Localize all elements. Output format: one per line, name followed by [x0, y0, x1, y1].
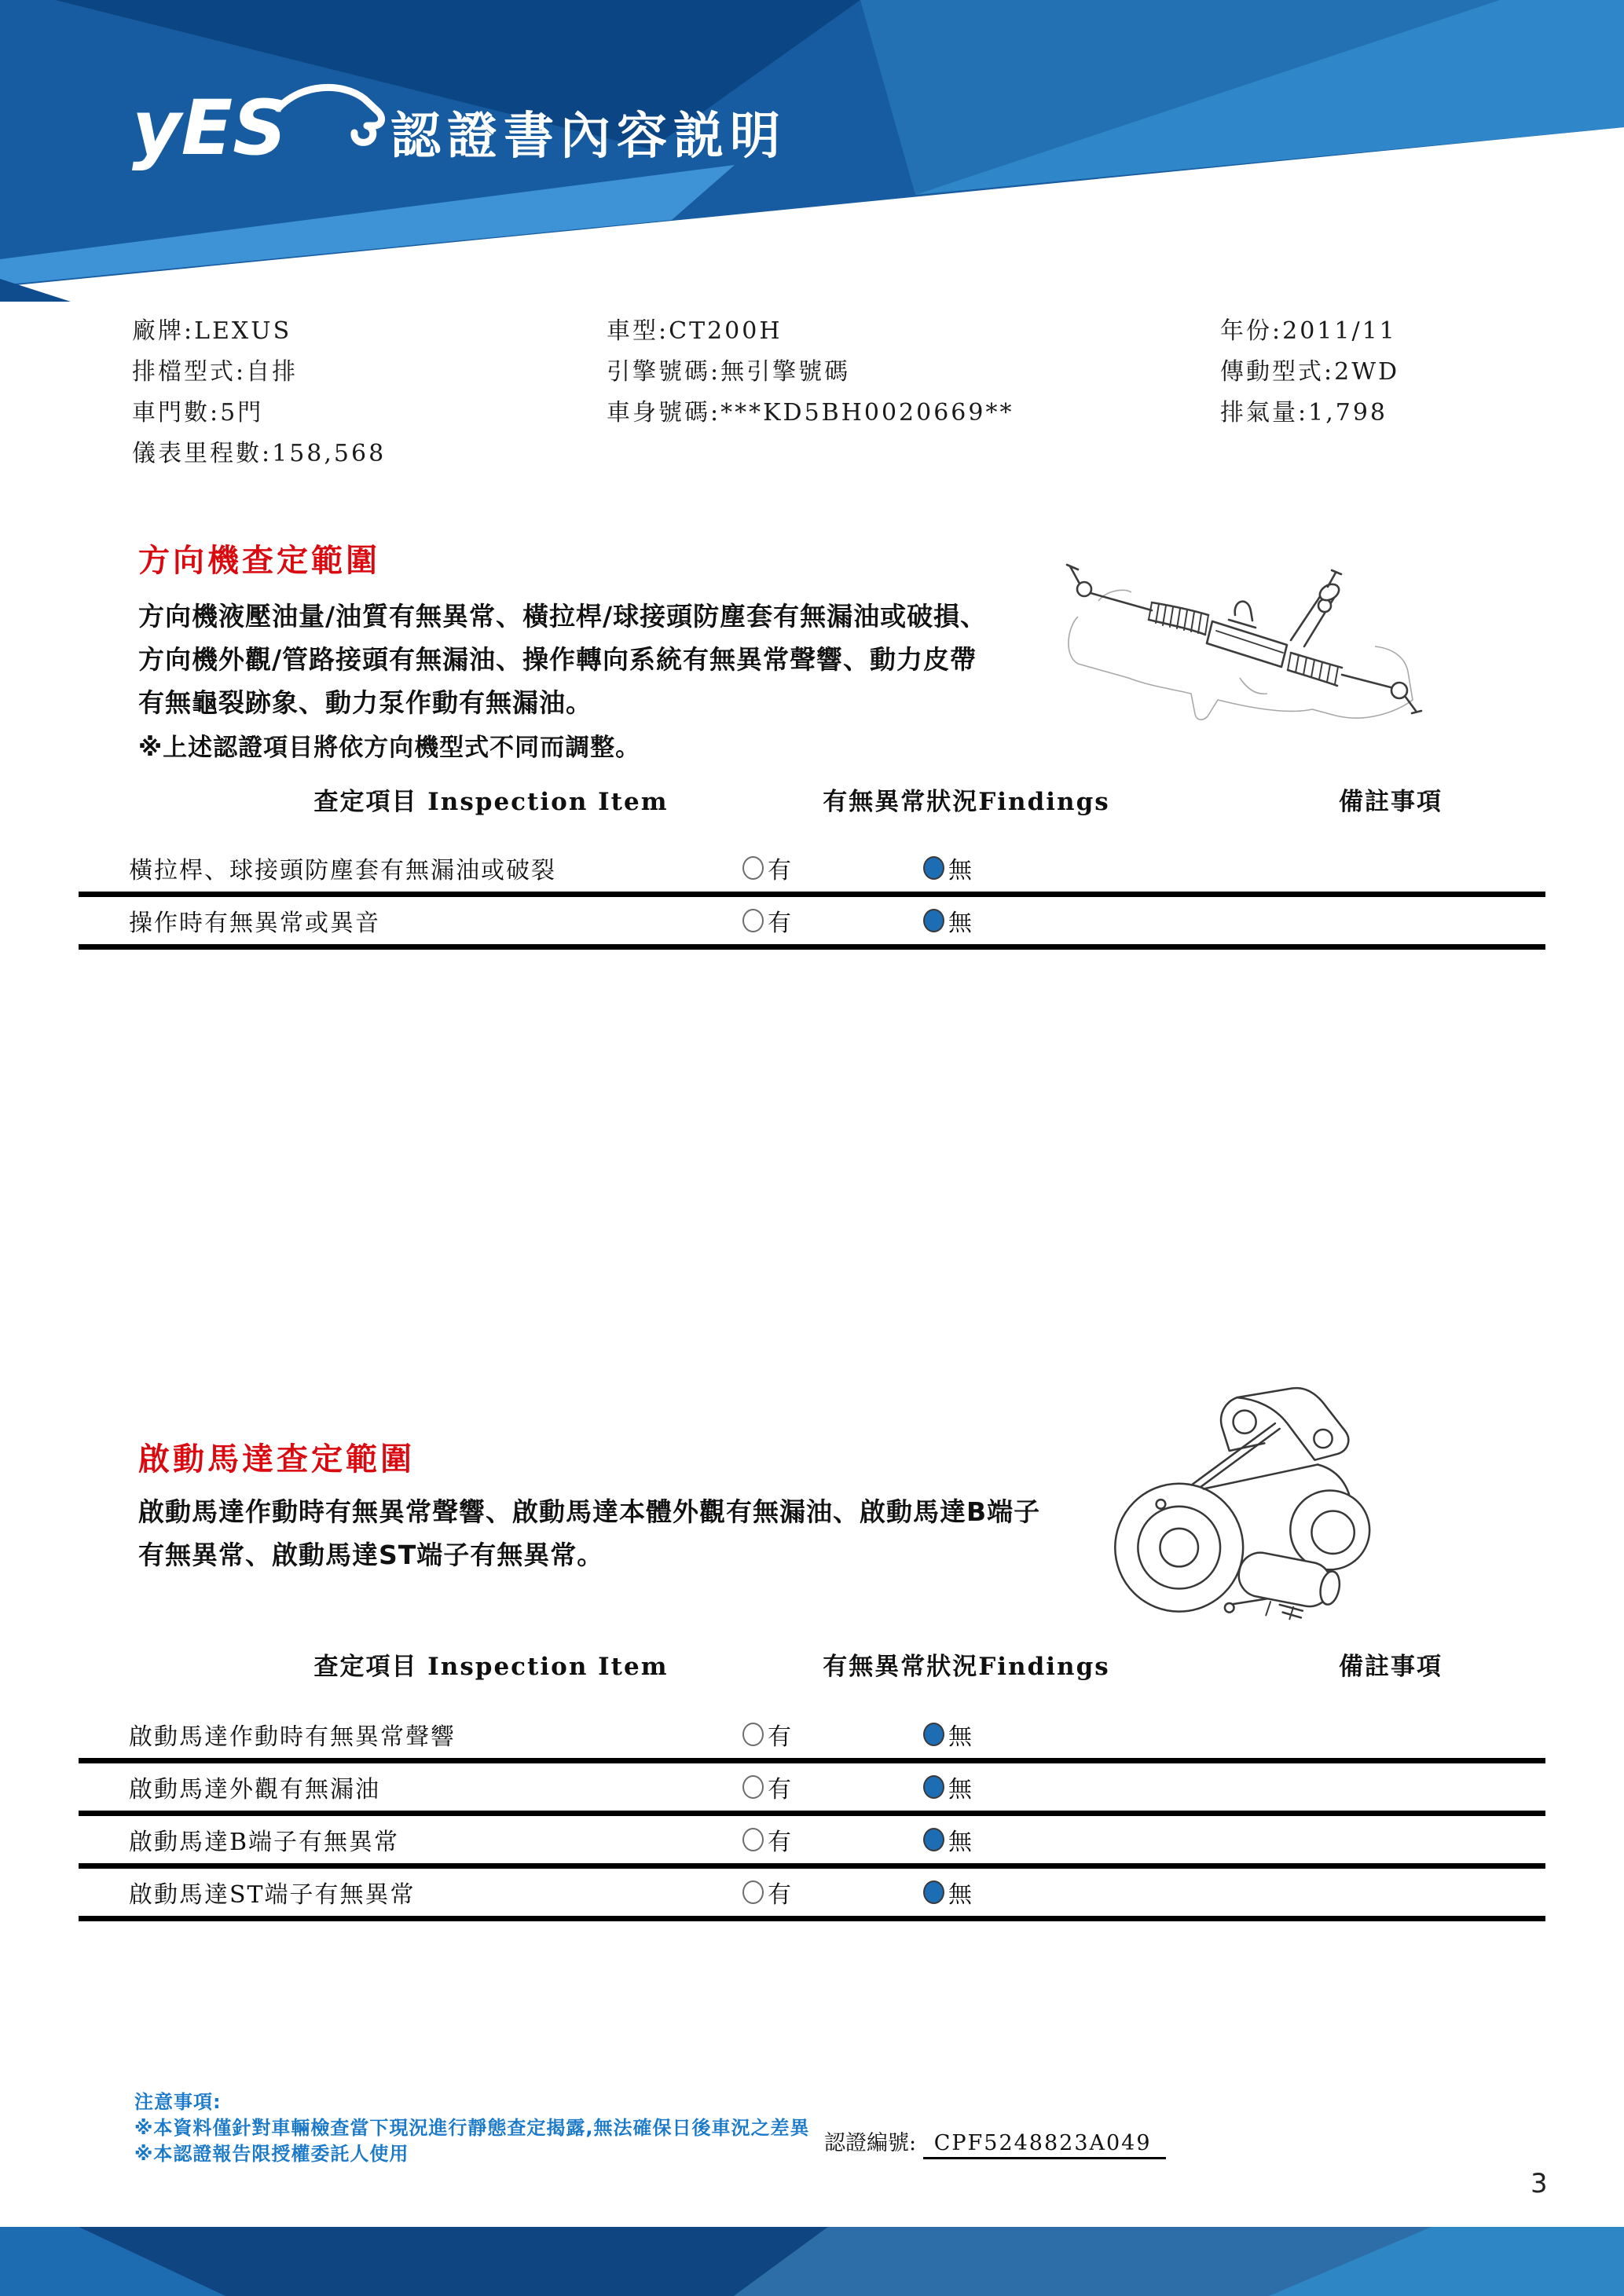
- yes-logo: [132, 75, 391, 178]
- findings-option-yes: [742, 1717, 791, 1752]
- findings-option-no: [923, 851, 972, 885]
- info-model: 車型:CT200H: [607, 317, 783, 345]
- footer-banner: [0, 2227, 1624, 2296]
- findings-option-no: [923, 1822, 972, 1857]
- findings-option-no: [923, 1717, 972, 1752]
- info-engine-number: 引擎號碼:無引擎號碼: [607, 358, 851, 386]
- radio-no-checked[interactable]: [923, 1775, 944, 1799]
- column-header-remarks: 備註事項: [1339, 1653, 1443, 1681]
- radio-no-label: 無: [948, 1723, 972, 1751]
- radio-no-label: 無: [948, 1881, 972, 1909]
- inspection-table-1-header: [79, 782, 1545, 818]
- info-displacement: 排氣量:1,798: [1220, 399, 1388, 427]
- radio-yes-unchecked[interactable]: [742, 1775, 764, 1799]
- inspection-table-1: [79, 844, 1545, 950]
- radio-no-checked[interactable]: [923, 856, 944, 880]
- table-row: [79, 1869, 1545, 1921]
- inspection-item-label: 操作時有無異常或異音: [129, 910, 380, 937]
- info-make: 廠牌:LEXUS: [132, 317, 292, 345]
- findings-option-yes: [742, 903, 791, 938]
- radio-yes-unchecked[interactable]: [742, 1880, 764, 1904]
- radio-yes-unchecked[interactable]: [742, 1723, 764, 1746]
- table-row: [79, 897, 1545, 950]
- inspection-item-label: 啟動馬達B端子有無異常: [129, 1829, 400, 1856]
- certificate-number-value: CPF5248823A049: [923, 2131, 1166, 2159]
- inspection-table-2: [79, 1711, 1545, 1921]
- certificate-number-block: [824, 2126, 1166, 2156]
- findings-option-no: [923, 1875, 972, 1910]
- table-row: [79, 1816, 1545, 1869]
- info-transmission-type: 排檔型式:自排: [132, 358, 299, 386]
- column-header-item: 查定項目 Inspection Item: [313, 1653, 669, 1681]
- radio-no-label: 無: [948, 910, 972, 937]
- info-drivetrain: 傳動型式:2WD: [1220, 358, 1400, 386]
- radio-no-label: 無: [948, 1829, 972, 1856]
- table-row: [79, 844, 1545, 897]
- section-steering-title: 方向機查定範圍: [138, 543, 380, 579]
- notice-line: ※本認證報告限授權委託人使用: [134, 2143, 409, 2165]
- findings-option-yes: [742, 851, 791, 885]
- section-starter-title: 啟動馬達查定範圍: [138, 1441, 415, 1478]
- column-header-findings: 有無異常狀況Findings: [823, 1653, 1110, 1681]
- notice-line: ※本資料僅針對車輛檢查當下現況進行靜態查定揭露,無法確保日後車況之差異: [134, 2117, 810, 2139]
- radio-yes-label: 有: [768, 910, 791, 937]
- info-vin: 車身號碼:***KD5BH0020669**: [607, 399, 1014, 427]
- column-header-remarks: 備註事項: [1339, 788, 1443, 816]
- inspection-item-label: 啟動馬達ST端子有無異常: [129, 1881, 416, 1909]
- inspection-item-label: 橫拉桿、球接頭防塵套有無漏油或破裂: [129, 857, 556, 884]
- radio-yes-label: 有: [768, 1881, 791, 1909]
- findings-option-yes: [742, 1875, 791, 1910]
- notice-block: [134, 2089, 809, 2167]
- steering-rack-illustration: [1051, 552, 1440, 729]
- radio-yes-label: 有: [768, 1723, 791, 1751]
- vehicle-info-column-3: [1220, 311, 1399, 434]
- findings-option-yes: [742, 1822, 791, 1857]
- table-row: [79, 1711, 1545, 1763]
- section-steering-description: 方向機液壓油量/油質有無異常、橫拉桿/球接頭防塵套有無漏油或破損、 方向機外觀/管路接頭有無漏油、操作轉向系統有無異常聲響、動力皮帶 有無龜裂跡象、動力泵作動有無漏油。: [138, 601, 988, 718]
- starter-motor-illustration: [1083, 1376, 1413, 1628]
- radio-no-label: 無: [948, 1776, 972, 1803]
- radio-yes-label: 有: [768, 1829, 791, 1856]
- info-year: 年份:2011/11: [1220, 317, 1397, 345]
- findings-option-no: [923, 903, 972, 938]
- vehicle-info-column-2: [607, 311, 1014, 434]
- inspection-item-label: 啟動馬達作動時有無異常聲響: [129, 1723, 456, 1751]
- radio-yes-unchecked[interactable]: [742, 1828, 764, 1851]
- radio-yes-unchecked[interactable]: [742, 909, 764, 932]
- info-doors: 車門數:5門: [132, 399, 264, 427]
- vehicle-info-column-1: [132, 311, 386, 474]
- section-starter-description: 啟動馬達作動時有無異常聲響、啟動馬達本體外觀有無漏油、啟動馬達B端子 有無異常、啟動馬達ST端子有無異常。: [138, 1496, 1041, 1570]
- radio-no-checked[interactable]: [923, 909, 944, 932]
- findings-option-yes: [742, 1770, 791, 1804]
- radio-yes-label: 有: [768, 857, 791, 884]
- radio-no-checked[interactable]: [923, 1723, 944, 1746]
- svg-text:yES: yES: [132, 84, 288, 172]
- notice-title: 注意事項:: [134, 2091, 222, 2113]
- info-odometer: 儀表里程數:158,568: [132, 440, 387, 467]
- page-number: 3: [1531, 2168, 1548, 2199]
- page-title: 認證書內容説明: [390, 108, 786, 166]
- section-steering-note: ※上述認證項目將依方向機型式不同而調整。: [138, 734, 641, 762]
- table-row: [79, 1763, 1545, 1816]
- radio-yes-label: 有: [768, 1776, 791, 1803]
- radio-yes-unchecked[interactable]: [742, 856, 764, 880]
- radio-no-checked[interactable]: [923, 1880, 944, 1904]
- radio-no-checked[interactable]: [923, 1828, 944, 1851]
- column-header-item: 查定項目 Inspection Item: [313, 788, 669, 816]
- findings-option-no: [923, 1770, 972, 1804]
- radio-no-label: 無: [948, 857, 972, 884]
- column-header-findings: 有無異常狀況Findings: [823, 788, 1110, 816]
- certificate-number-label: 認證編號:: [824, 2131, 917, 2155]
- inspection-item-label: 啟動馬達外觀有無漏油: [129, 1776, 380, 1803]
- inspection-table-2-header: [79, 1646, 1545, 1683]
